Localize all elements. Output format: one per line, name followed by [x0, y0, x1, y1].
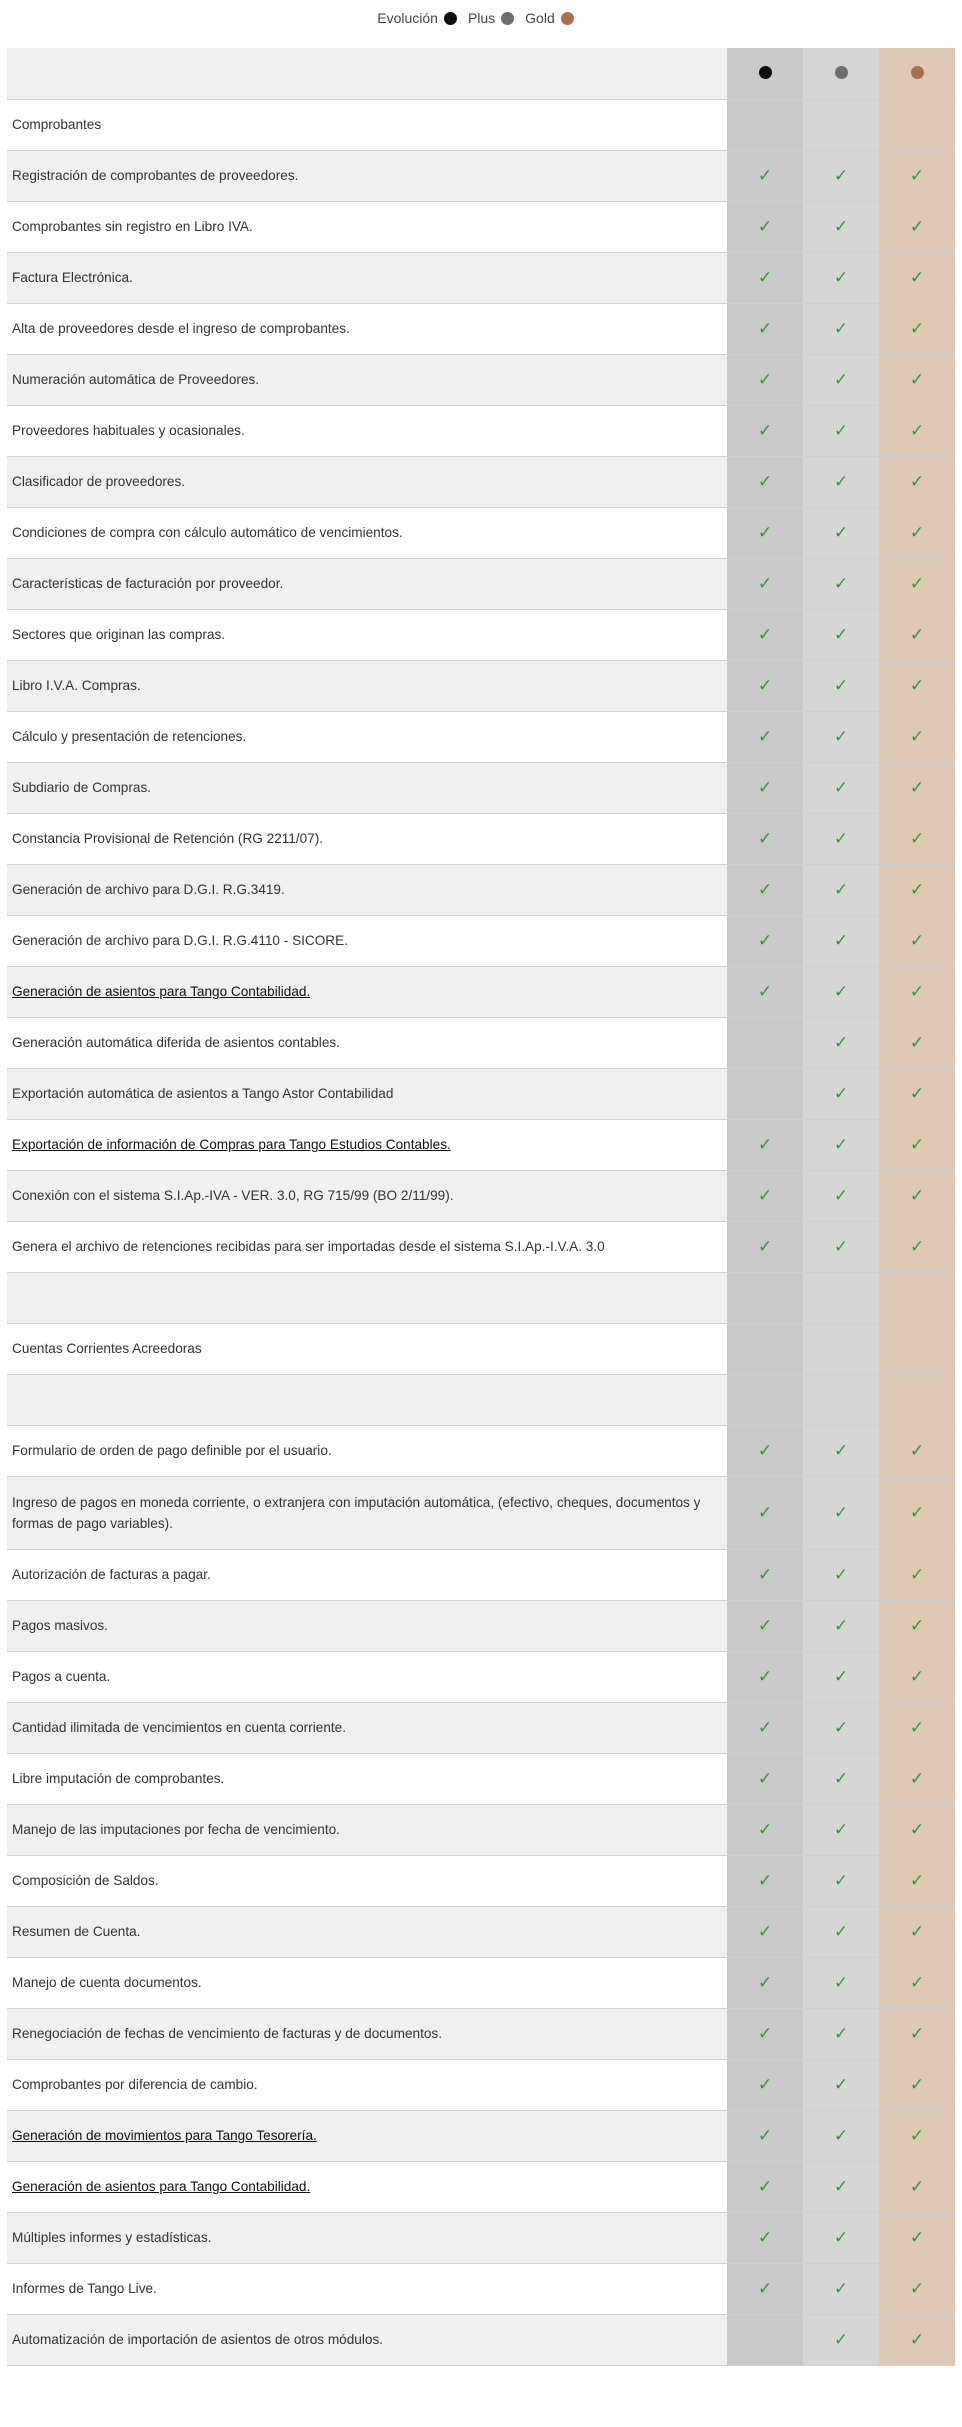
table-row [7, 2263, 955, 2314]
table-row [7, 405, 955, 456]
check-icon: ✓ [879, 1600, 955, 1651]
check-icon: ✓ [727, 303, 803, 354]
check-icon: ✓ [879, 405, 955, 456]
check-icon: ✓ [727, 456, 803, 507]
empty-cell [7, 1272, 727, 1323]
check-icon: ✓ [879, 2212, 955, 2263]
empty-plan-cell [879, 1272, 955, 1323]
feature-label: Automatización de importación de asientos de otros módulos. [7, 2314, 727, 2365]
check-icon: ✓ [879, 1855, 955, 1906]
feature-label: Resumen de Cuenta. [7, 1906, 727, 1957]
check-icon: ✓ [879, 1425, 955, 1476]
check-icon: ✓ [879, 2161, 955, 2212]
feature-cell [7, 2110, 727, 2161]
section-row [7, 1323, 955, 1374]
check-icon: ✓ [803, 1549, 879, 1600]
check-icon: ✓ [727, 813, 803, 864]
legend-dot-icon [561, 12, 574, 25]
table-row [7, 1855, 955, 1906]
table-row [7, 1753, 955, 1804]
table-row [7, 1221, 955, 1272]
feature-label: Generación de archivo para D.G.I. R.G.4110 - SICORE. [7, 915, 727, 966]
feature-label: Subdiario de Compras. [7, 762, 727, 813]
check-icon: ✓ [879, 1476, 955, 1549]
check-icon: ✓ [727, 609, 803, 660]
empty-plan-cell [727, 1068, 803, 1119]
empty-plan-cell [727, 1272, 803, 1323]
table-row [7, 456, 955, 507]
empty-plan-cell [879, 99, 955, 150]
table-row [7, 303, 955, 354]
check-icon: ✓ [803, 864, 879, 915]
check-icon: ✓ [879, 1119, 955, 1170]
table-row [7, 1374, 955, 1425]
table-row [7, 1272, 955, 1323]
check-icon: ✓ [727, 252, 803, 303]
check-icon: ✓ [803, 456, 879, 507]
feature-link[interactable]: Generación de asientos para Tango Contabilidad. [12, 2179, 311, 2194]
feature-cell [7, 966, 727, 1017]
check-icon: ✓ [803, 2008, 879, 2059]
check-icon: ✓ [879, 813, 955, 864]
check-icon: ✓ [879, 2263, 955, 2314]
check-icon: ✓ [727, 2212, 803, 2263]
legend-label: Evolución [377, 10, 438, 26]
check-icon: ✓ [803, 1170, 879, 1221]
check-icon: ✓ [803, 1855, 879, 1906]
check-icon: ✓ [803, 2314, 879, 2365]
feature-label: Generación de archivo para D.G.I. R.G.3419. [7, 864, 727, 915]
table-row [7, 2212, 955, 2263]
header-row [7, 48, 955, 99]
empty-plan-cell [727, 99, 803, 150]
feature-label: Renegociación de fechas de vencimiento de facturas y de documentos. [7, 2008, 727, 2059]
plan-dot-icon [759, 66, 772, 79]
table-row [7, 1600, 955, 1651]
check-icon: ✓ [879, 2314, 955, 2365]
feature-label: Autorización de facturas a pagar. [7, 1549, 727, 1600]
feature-label: Exportación automática de asientos a Tango Astor Contabilidad [7, 1068, 727, 1119]
check-icon: ✓ [727, 1119, 803, 1170]
feature-label: Composición de Saldos. [7, 1855, 727, 1906]
feature-label: Ingreso de pagos en moneda corriente, o extranjera con imputación automática, (efectivo, cheques, documentos y formas de pago variables). [7, 1476, 727, 1549]
check-icon: ✓ [727, 1549, 803, 1600]
plan-header-cell [803, 48, 879, 99]
table-row [7, 915, 955, 966]
check-icon: ✓ [727, 201, 803, 252]
check-icon: ✓ [803, 2212, 879, 2263]
check-icon: ✓ [879, 966, 955, 1017]
plan-legend [0, 0, 962, 36]
check-icon: ✓ [803, 660, 879, 711]
check-icon: ✓ [727, 2161, 803, 2212]
check-icon: ✓ [727, 1855, 803, 1906]
check-icon: ✓ [879, 252, 955, 303]
check-icon: ✓ [879, 201, 955, 252]
table-row [7, 762, 955, 813]
feature-cell [7, 2161, 727, 2212]
feature-label: Libro I.V.A. Compras. [7, 660, 727, 711]
table-row [7, 711, 955, 762]
check-icon: ✓ [803, 1068, 879, 1119]
feature-link[interactable]: Generación de movimientos para Tango Tesorería. [12, 2128, 317, 2143]
check-icon: ✓ [879, 1957, 955, 2008]
check-icon: ✓ [803, 1476, 879, 1549]
table-row [7, 2008, 955, 2059]
check-icon: ✓ [803, 150, 879, 201]
empty-plan-cell [727, 2314, 803, 2365]
table-row [7, 966, 955, 1017]
feature-label: Cálculo y presentación de retenciones. [7, 711, 727, 762]
check-icon: ✓ [879, 1017, 955, 1068]
feature-link[interactable]: Exportación de información de Compras para Tango Estudios Contables. [12, 1137, 451, 1152]
check-icon: ✓ [803, 966, 879, 1017]
check-icon: ✓ [879, 1549, 955, 1600]
check-icon: ✓ [803, 1600, 879, 1651]
check-icon: ✓ [727, 1753, 803, 1804]
table-row [7, 354, 955, 405]
check-icon: ✓ [727, 711, 803, 762]
table-row [7, 1549, 955, 1600]
check-icon: ✓ [803, 1957, 879, 2008]
plan-dot-icon [911, 66, 924, 79]
legend-label: Plus [467, 10, 496, 26]
check-icon: ✓ [803, 2059, 879, 2110]
table-row [7, 1906, 955, 1957]
table-row [7, 1957, 955, 2008]
check-icon: ✓ [879, 915, 955, 966]
check-icon: ✓ [727, 1906, 803, 1957]
check-icon: ✓ [803, 1017, 879, 1068]
check-icon: ✓ [879, 456, 955, 507]
feature-label: Condiciones de compra con cálculo automático de vencimientos. [7, 507, 727, 558]
check-icon: ✓ [879, 1651, 955, 1702]
table-row [7, 864, 955, 915]
check-icon: ✓ [879, 1170, 955, 1221]
feature-label: Manejo de cuenta documentos. [7, 1957, 727, 2008]
check-icon: ✓ [727, 1702, 803, 1753]
check-icon: ✓ [879, 507, 955, 558]
check-icon: ✓ [727, 864, 803, 915]
table-row [7, 1476, 955, 1549]
table-row [7, 813, 955, 864]
plan-header-cell [879, 48, 955, 99]
check-icon: ✓ [803, 915, 879, 966]
feature-link[interactable]: Generación de asientos para Tango Contabilidad. [12, 984, 311, 999]
check-icon: ✓ [879, 303, 955, 354]
table-row [7, 2161, 955, 2212]
check-icon: ✓ [803, 2161, 879, 2212]
check-icon: ✓ [727, 1170, 803, 1221]
section-row [7, 99, 955, 150]
feature-label: Informes de Tango Live. [7, 2263, 727, 2314]
section-title: Cuentas Corrientes Acreedoras [7, 1323, 727, 1374]
check-icon: ✓ [803, 1906, 879, 1957]
table-row [7, 2059, 955, 2110]
check-icon: ✓ [803, 609, 879, 660]
feature-label: Manejo de las imputaciones por fecha de vencimiento. [7, 1804, 727, 1855]
table-row [7, 201, 955, 252]
check-icon: ✓ [803, 813, 879, 864]
check-icon: ✓ [727, 354, 803, 405]
table-row [7, 1068, 955, 1119]
check-icon: ✓ [803, 1221, 879, 1272]
check-icon: ✓ [727, 660, 803, 711]
feature-label: Comprobantes por diferencia de cambio. [7, 2059, 727, 2110]
check-icon: ✓ [803, 711, 879, 762]
empty-cell [7, 1374, 727, 1425]
feature-label: Clasificador de proveedores. [7, 456, 727, 507]
check-icon: ✓ [879, 150, 955, 201]
check-icon: ✓ [879, 2008, 955, 2059]
check-icon: ✓ [727, 1957, 803, 2008]
check-icon: ✓ [727, 2263, 803, 2314]
feature-label: Alta de proveedores desde el ingreso de comprobantes. [7, 303, 727, 354]
empty-plan-cell [727, 1374, 803, 1425]
table-row [7, 609, 955, 660]
check-icon: ✓ [727, 1600, 803, 1651]
check-icon: ✓ [879, 1702, 955, 1753]
feature-label: Características de facturación por proveedor. [7, 558, 727, 609]
feature-label: Constancia Provisional de Retención (RG 2211/07). [7, 813, 727, 864]
check-icon: ✓ [879, 354, 955, 405]
check-icon: ✓ [803, 201, 879, 252]
feature-label: Registración de comprobantes de proveedores. [7, 150, 727, 201]
check-icon: ✓ [727, 1804, 803, 1855]
feature-label: Proveedores habituales y ocasionales. [7, 405, 727, 456]
check-icon: ✓ [803, 2110, 879, 2161]
check-icon: ✓ [727, 762, 803, 813]
check-icon: ✓ [727, 2110, 803, 2161]
check-icon: ✓ [727, 150, 803, 201]
check-icon: ✓ [727, 558, 803, 609]
check-icon: ✓ [727, 2008, 803, 2059]
check-icon: ✓ [879, 609, 955, 660]
table-row [7, 558, 955, 609]
check-icon: ✓ [803, 303, 879, 354]
check-icon: ✓ [879, 2110, 955, 2161]
feature-label: Libre imputación de comprobantes. [7, 1753, 727, 1804]
check-icon: ✓ [803, 762, 879, 813]
check-icon: ✓ [879, 1068, 955, 1119]
feature-label: Genera el archivo de retenciones recibidas para ser importadas desde el sistema S.I.Ap.-I.V.A. 3.0 [7, 1221, 727, 1272]
check-icon: ✓ [803, 1804, 879, 1855]
section-title: Comprobantes [7, 99, 727, 150]
check-icon: ✓ [803, 1753, 879, 1804]
feature-label: Pagos masivos. [7, 1600, 727, 1651]
check-icon: ✓ [803, 1651, 879, 1702]
table-row [7, 1425, 955, 1476]
empty-plan-cell [879, 1374, 955, 1425]
feature-label: Generación automática diferida de asientos contables. [7, 1017, 727, 1068]
feature-label: Múltiples informes y estadísticas. [7, 2212, 727, 2263]
empty-cell [7, 48, 727, 99]
empty-plan-cell [879, 1323, 955, 1374]
check-icon: ✓ [879, 1221, 955, 1272]
check-icon: ✓ [803, 405, 879, 456]
empty-plan-cell [727, 1017, 803, 1068]
table-row [7, 150, 955, 201]
check-icon: ✓ [879, 2059, 955, 2110]
feature-comparison-table [7, 48, 955, 2366]
legend-dot-icon [444, 12, 457, 25]
check-icon: ✓ [727, 1221, 803, 1272]
check-icon: ✓ [727, 1425, 803, 1476]
table-row [7, 1702, 955, 1753]
feature-label: Factura Electrónica. [7, 252, 727, 303]
empty-plan-cell [727, 1323, 803, 1374]
check-icon: ✓ [879, 864, 955, 915]
check-icon: ✓ [803, 1702, 879, 1753]
check-icon: ✓ [803, 354, 879, 405]
plan-header-cell [727, 48, 803, 99]
empty-plan-cell [803, 1272, 879, 1323]
feature-label: Pagos a cuenta. [7, 1651, 727, 1702]
check-icon: ✓ [879, 762, 955, 813]
empty-plan-cell [803, 1323, 879, 1374]
empty-plan-cell [803, 99, 879, 150]
feature-cell [7, 1119, 727, 1170]
table-row [7, 2110, 955, 2161]
table-row [7, 1651, 955, 1702]
check-icon: ✓ [803, 1425, 879, 1476]
feature-label: Cantidad ilimitada de vencimientos en cuenta corriente. [7, 1702, 727, 1753]
table-row [7, 1017, 955, 1068]
empty-plan-cell [803, 1374, 879, 1425]
check-icon: ✓ [803, 507, 879, 558]
check-icon: ✓ [803, 1119, 879, 1170]
check-icon: ✓ [727, 966, 803, 1017]
feature-label: Formulario de orden de pago definible por el usuario. [7, 1425, 727, 1476]
table-row [7, 507, 955, 558]
check-icon: ✓ [727, 1651, 803, 1702]
check-icon: ✓ [803, 252, 879, 303]
check-icon: ✓ [803, 2263, 879, 2314]
check-icon: ✓ [879, 1753, 955, 1804]
feature-label: Conexión con el sistema S.I.Ap.-IVA - VER. 3.0, RG 715/99 (BO 2/11/99). [7, 1170, 727, 1221]
legend-label: Gold [525, 10, 555, 26]
table-row [7, 252, 955, 303]
check-icon: ✓ [727, 507, 803, 558]
table-row [7, 1170, 955, 1221]
feature-label: Comprobantes sin registro en Libro IVA. [7, 201, 727, 252]
table-row [7, 2314, 955, 2365]
table-row [7, 660, 955, 711]
check-icon: ✓ [727, 2059, 803, 2110]
feature-label: Sectores que originan las compras. [7, 609, 727, 660]
check-icon: ✓ [879, 660, 955, 711]
table-row [7, 1119, 955, 1170]
feature-label: Numeración automática de Proveedores. [7, 354, 727, 405]
check-icon: ✓ [879, 711, 955, 762]
check-icon: ✓ [727, 915, 803, 966]
check-icon: ✓ [803, 558, 879, 609]
check-icon: ✓ [879, 1804, 955, 1855]
check-icon: ✓ [879, 1906, 955, 1957]
legend-dot-icon [501, 12, 514, 25]
check-icon: ✓ [727, 405, 803, 456]
check-icon: ✓ [879, 558, 955, 609]
table-row [7, 1804, 955, 1855]
check-icon: ✓ [727, 1476, 803, 1549]
plan-dot-icon [835, 66, 848, 79]
